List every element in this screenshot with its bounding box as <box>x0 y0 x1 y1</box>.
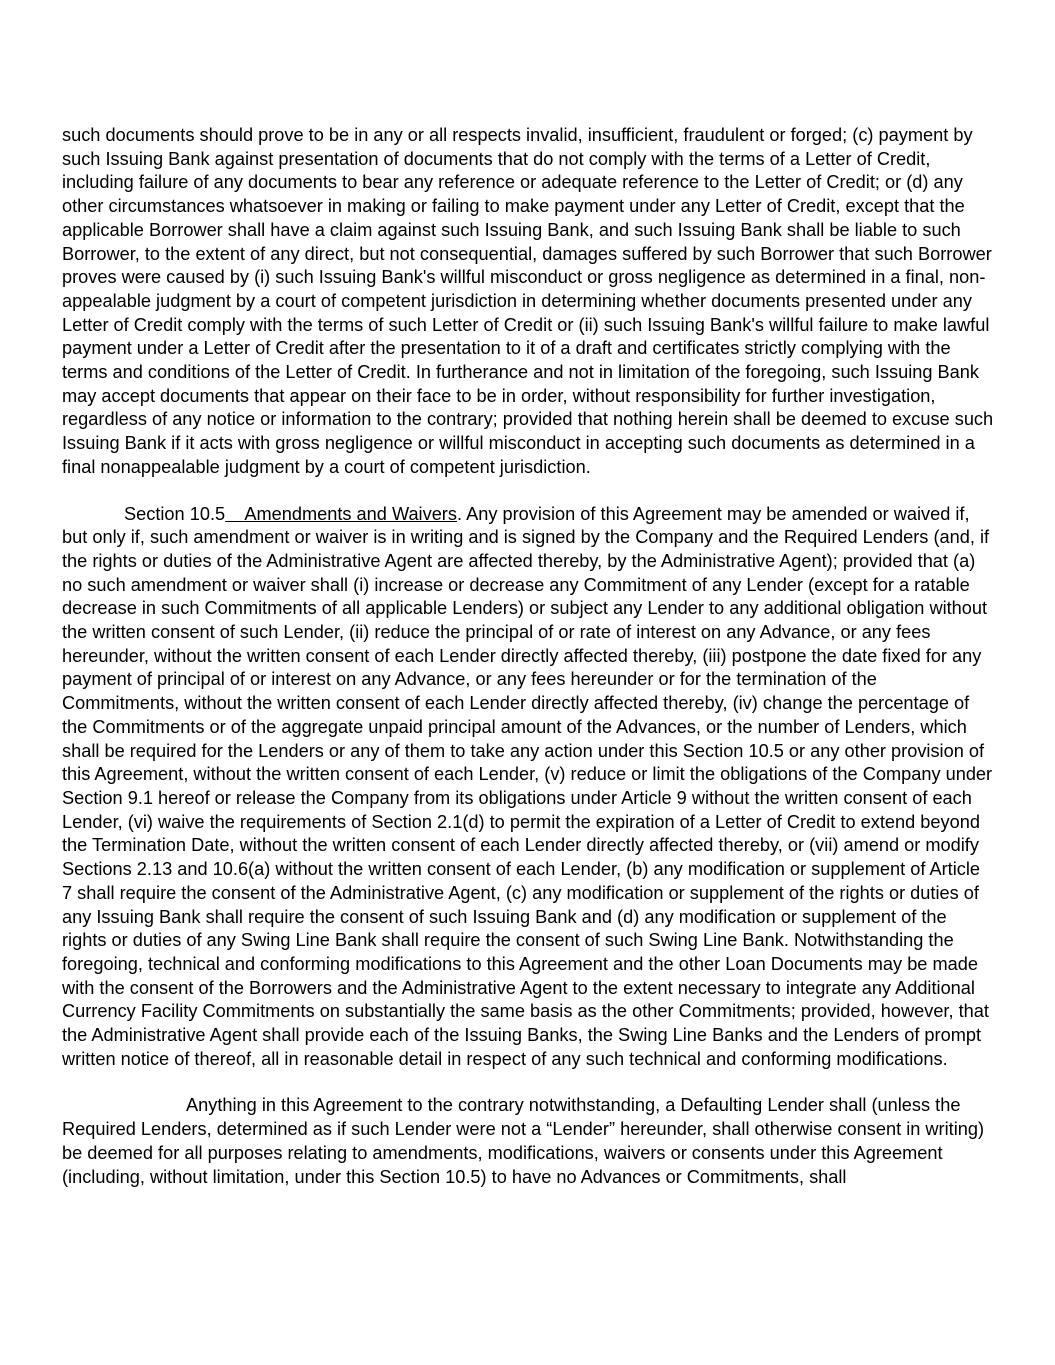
paragraph-defaulting-lender: Anything in this Agreement to the contrary notwithstanding, a Defaulting Lender shall (unless the Required Lenders, determined as if such Lender were not a “Lender” hereunder, shall otherwise consent in writing) be deemed for all purposes relating to amendments, modifications, waivers or consents under this Agreement (including, without limitation, under this Section 10.5) to have no Advances or Commitments, shall <box>62 1095 985 1187</box>
section-title: Amendments and Waivers <box>244 503 457 524</box>
document-page <box>62 124 994 1189</box>
paragraph-letter-of-credit-liability: such documents should prove to be in any or all respects invalid, insufficient, fraudulent or forged; (c) payment by such Issuing Bank against presentation of documents that do not comply with the terms of a Letter of Credit, including failure of any documents to bear any reference or adequate reference to the Letter of Credit; or (d) any other circumstances whatsoever in making or failing to make payment under any Letter of Credit, except that the applicable Borrower shall have a claim against such Issuing Bank, and such Issuing Bank shall be liable to such Borrower, to the extent of any direct, but not consequential, damages suffered by such Borrower that such Borrower proves were caused by (i) such Issuing Bank's willful misconduct or gross negligence as determined in a final, non-appealable judgment by a court of competent jurisdiction in determining whether documents presented under any Letter of Credit comply with the terms of such Letter of Credit or (ii) such Issuing Bank's willful failure to make lawful payment under a Letter of Credit after the presentation to it of a draft and certificates strictly complying with the terms and conditions of the Letter of Credit. In furtherance and not in limitation of the foregoing, such Issuing Bank may accept documents that appear on their face to be in order, without responsibility for further investigation, regardless of any notice or information to the contrary; provided that nothing herein shall be deemed to excuse such Issuing Bank if it acts with gross negligence or willful misconduct in accepting such documents as determined in a final nonappealable judgment by a court of competent jurisdiction. <box>62 125 994 477</box>
section-number: Section 10.5 <box>124 503 226 524</box>
section-heading-leader <box>225 504 244 524</box>
section-10-5-paragraph <box>62 503 994 1072</box>
section-body: . Any provision of this Agreement may be amended or waived if, but only if, such amendment or waiver is in writing and is signed by the Company and the Required Lenders (and, if the rights or duties of the Administrative Agent are affected thereby, by the Administrative Agent); provided that (a) no such amendment or waiver shall (i) increase or decrease any Commitment of any Lender (except for a ratable decrease in such Commitments of all applicable Lenders) or subject any Lender to any additional obligation without the written consent of such Lender, (ii) reduce the principal of or rate of interest on any Advance, or any fees hereunder, without the written consent of each Lender directly affected thereby, (iii) postpone the date fixed for any payment of principal of or interest on any Advance, or any fees hereunder or for the termination of the Commitments, without the written consent of each Lender directly affected thereby, (iv) change the percentage of the Commitments or of the aggregate unpaid principal amount of the Advances, or the number of Lenders, which shall be required for the Lenders or any of them to take any action under this Section 10.5 or any other provision of this Agreement, without the written consent of each Lender, (v) reduce or limit the obligations of the Company under Section 9.1 hereof or release the Company from its obligations under Article 9 without the written consent of each Lender, (vi) waive the requirements of Section 2.1(d) to permit the expiration of a Letter of Credit to extend beyond the Termination Date, without the written consent of each Lender directly affected thereby, or (vii) amend or modify Sections 2.13 and 10.6(a) without the written consent of each Lender, (b) any modification or supplement of Article 7 shall require the consent of the Administrative Agent, (c) any modification or supplement of the rights or duties of any Issuing Bank shall require the consent of such Issuing Bank and (d) any modification or supplement of the rights or duties of any Swing Line Bank shall require the consent of such Swing Line Bank. Notwithstanding the foregoing, technical and conforming modifications to this Agreement and the other Loan Documents may be made with the consent of the Borrowers and the Administrative Agent to the extent necessary to integrate any Additional Currency Facility Commitments on substantially the same basis as the other Commitments; provided, however, that the Administrative Agent shall provide each of the Issuing Banks, the Swing Line Banks and the Lenders of prompt written notice of thereof, all in reasonable detail in respect of any such technical and conforming modifications. <box>62 503 993 1069</box>
